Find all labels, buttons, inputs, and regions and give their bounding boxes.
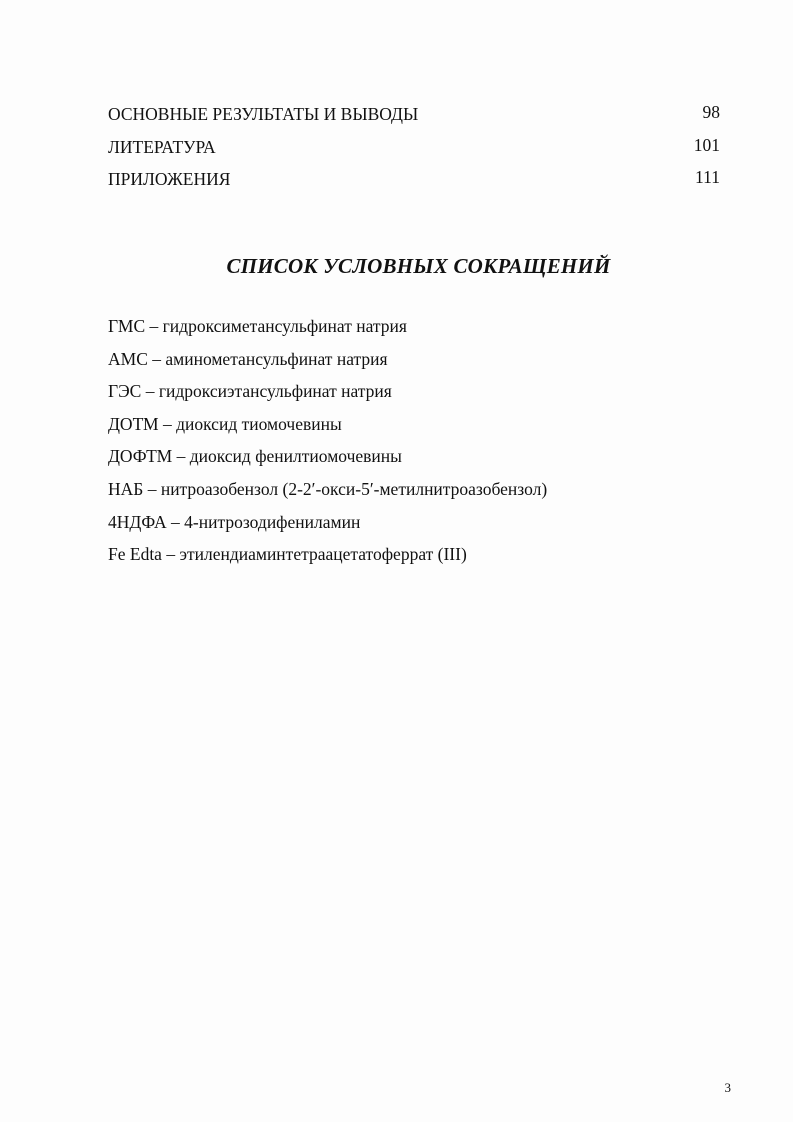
- toc-entry-page: 101: [693, 134, 720, 155]
- abbreviations-list: [108, 310, 728, 571]
- toc-entry-title: ПРИЛОЖЕНИЯ: [108, 169, 231, 189]
- abbreviation-item: АМС – аминометансульфинат натрия: [108, 348, 388, 369]
- abbreviations-heading: СПИСОК УСЛОВНЫХ СОКРАЩЕНИЙ: [226, 254, 611, 278]
- abbreviation-item: ГЭС – гидроксиэтансульфинат натрия: [108, 381, 392, 402]
- toc-entry-title: ЛИТЕРАТУРА: [108, 136, 216, 157]
- toc-entry: [108, 98, 720, 131]
- toc-entry-page: 98: [702, 102, 720, 122]
- toc-entry: [108, 163, 720, 196]
- abbreviation-item: НАБ – нитроазобензол (2-2′-окси-5′-метилнитроазобензол): [108, 478, 548, 499]
- toc-entry-page: 111: [695, 167, 720, 187]
- toc-entry-title: ОСНОВНЫЕ РЕЗУЛЬТАТЫ И ВЫВОДЫ: [108, 104, 419, 124]
- toc-entry: [108, 131, 720, 164]
- table-of-contents: [108, 98, 720, 196]
- abbreviation-item: 4НДФА – 4-нитрозодифениламин: [108, 511, 361, 532]
- abbreviation-item: Fe Edta – этилендиаминтетраацетатоферрат (III): [108, 544, 467, 565]
- page-number: 3: [724, 1080, 731, 1095]
- abbreviation-item: ДОФТМ – диоксид фенилтиомочевины: [108, 446, 402, 467]
- abbreviation-item: ГМС – гидроксиметансульфинат натрия: [108, 316, 407, 336]
- abbreviation-item: ДОТМ – диоксид тиомочевины: [108, 413, 342, 434]
